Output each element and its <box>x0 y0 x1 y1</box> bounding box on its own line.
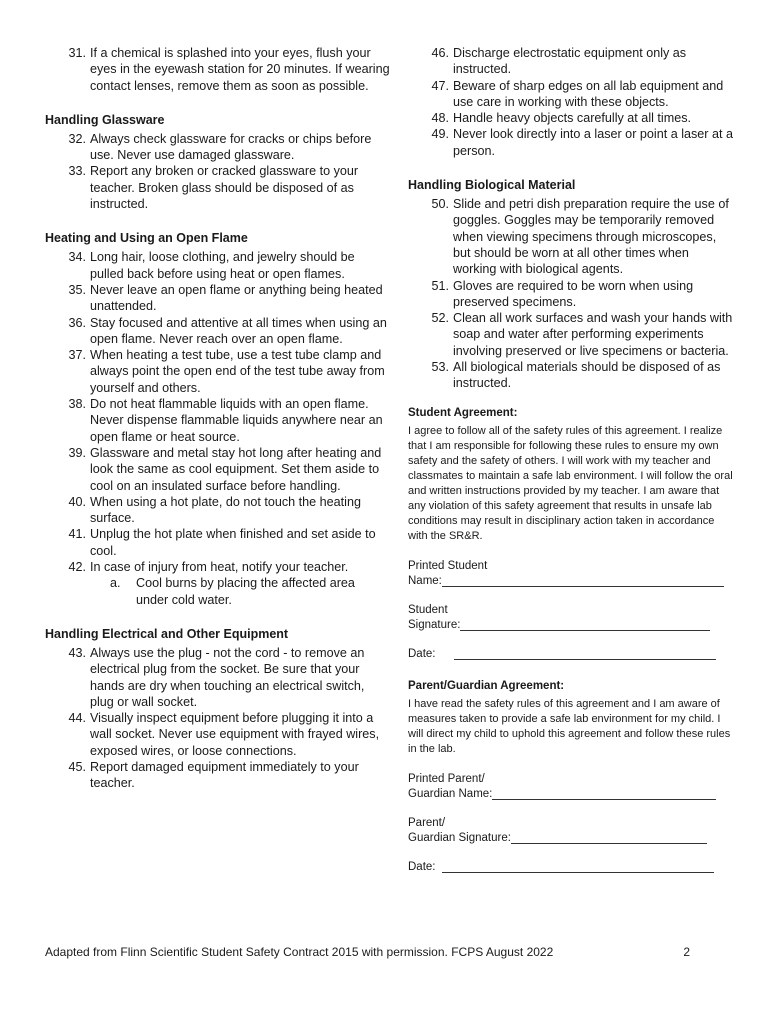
rule-number: 31. <box>68 46 86 60</box>
rule-text: Stay focused and attentive at all times when using an open flame. Never reach over an open flame. <box>90 315 387 346</box>
printed-student-name-line[interactable] <box>442 574 724 587</box>
rule-text: Never look directly into a laser or point a laser at a person. <box>453 127 733 158</box>
rule-number: 42. <box>68 560 86 575</box>
rule-item <box>45 710 390 759</box>
sub-rule-item <box>45 575 390 608</box>
rule-item <box>45 526 390 559</box>
rule-item <box>45 347 390 396</box>
field-label: Date: <box>408 860 436 873</box>
rule-text: Report damaged equipment immediately to your teacher. <box>90 759 359 791</box>
rules-list <box>408 196 733 392</box>
parent-agreement-heading: Parent/Guardian Agreement: <box>408 679 565 692</box>
rule-number: 39. <box>68 445 86 460</box>
rule-number: 44. <box>68 711 86 726</box>
rules-list <box>408 45 733 159</box>
rule-item <box>45 759 390 792</box>
rule-item <box>45 559 390 575</box>
rule-text: Handle heavy objects carefully at all times. <box>453 111 691 126</box>
field-label: Printed Student <box>408 559 488 572</box>
student-signature-field <box>408 603 733 633</box>
rule-item <box>45 45 390 94</box>
rule-number: 38. <box>68 397 86 412</box>
rule-text: Long hair, loose clothing, and jewelry should be pulled back before using heat or open flames. <box>90 250 355 281</box>
student-date-field <box>408 647 733 662</box>
student-agreement <box>408 406 733 662</box>
rule-number: 43. <box>68 645 86 660</box>
rules-list <box>45 645 390 792</box>
field-label: Parent/ <box>408 816 446 829</box>
section-heading-open-flame: Heating and Using an Open Flame <box>45 231 248 246</box>
rule-number: 36. <box>68 315 86 330</box>
rule-item <box>408 196 733 277</box>
field-label: Name: <box>408 574 442 587</box>
rule-text: Report any broken or cracked glassware to your teacher. Broken glass should be disposed of as instructed. <box>90 164 359 212</box>
printed-student-name-field <box>408 559 733 589</box>
rule-item <box>45 249 390 282</box>
section-heading-electrical: Handling Electrical and Other Equipment <box>45 626 289 641</box>
rules-list <box>45 249 390 608</box>
rule-item <box>408 45 733 78</box>
rule-text: Always use the plug - not the cord - to remove an electrical plug from the socket. Be sure that your hands are dry when touching an electrical switch, plug or wall socket. <box>90 645 365 709</box>
parent-signature-field <box>408 816 733 846</box>
rule-number: 46. <box>431 46 449 60</box>
rule-item <box>408 278 733 311</box>
student-date-line[interactable] <box>454 647 716 660</box>
rule-text: Never leave an open flame or anything being heated unattended. <box>90 282 383 314</box>
rule-item <box>408 310 733 359</box>
field-label: Printed Parent/ <box>408 772 485 785</box>
rule-number: 50. <box>431 197 449 212</box>
rule-item <box>408 126 733 159</box>
rule-number: 49. <box>431 127 449 142</box>
student-agreement-text: I agree to follow all of the safety rules of this agreement. I realize that I am responsible for following these rules to ensure my own safety and the safety of others. I will work with my teacher and classmates to maintain a safe lab environment. I will follow the oral and written instructions provided by my teacher. I am aware that any violation of this safety agreement that results in unsafe lab conditions may result in disciplinary action taken in accordance with the SR&R. <box>408 424 733 542</box>
rule-number: 53. <box>431 360 449 375</box>
rule-text: If a chemical is splashed into your eyes, flush your eyes in the eyewash station for 20 minutes. If wearing contact lenses, remove them as soon as possible. <box>90 46 390 93</box>
parent-signature-line[interactable] <box>511 831 707 844</box>
sub-rule-text: Cool burns by placing the affected area under cold water. <box>136 576 355 607</box>
section-heading-biological: Handling Biological Material <box>408 178 576 193</box>
section-heading-glassware: Handling Glassware <box>45 112 165 127</box>
rule-item <box>408 359 733 392</box>
sub-rule-letter: a. <box>110 576 121 591</box>
field-label: Date: <box>408 647 436 660</box>
rule-number: 32. <box>68 131 86 146</box>
parent-agreement-text: I have read the safety rules of this agreement and I am aware of measures taken to provide a safe lab environment for my child. I will direct my child to uphold this agreement and follow these rules in the lab. <box>408 697 731 755</box>
rule-item <box>45 445 390 494</box>
rule-item <box>45 645 390 710</box>
student-signature-line[interactable] <box>460 618 710 631</box>
rule-number: 48. <box>431 111 449 126</box>
student-agreement-heading: Student Agreement: <box>408 406 518 419</box>
rule-text: Discharge electrostatic equipment only as instructed. <box>453 46 687 77</box>
rule-item <box>45 396 390 445</box>
rule-number: 51. <box>431 278 449 293</box>
printed-parent-name-field <box>408 772 733 802</box>
rules-list <box>45 131 390 212</box>
rule-number: 47. <box>431 78 449 93</box>
rule-text: All biological materials should be disposed of as instructed. <box>453 360 721 391</box>
parent-date-line[interactable] <box>442 860 714 873</box>
rule-item <box>408 78 733 111</box>
rule-text: When heating a test tube, use a test tube clamp and always point the open end of the test tube away from yourself and others. <box>90 348 385 395</box>
page-number: 2 <box>683 945 690 959</box>
rule-number: 37. <box>68 348 86 363</box>
rules-list <box>45 45 390 94</box>
rule-text: Gloves are required to be worn when using preserved specimens. <box>453 278 694 309</box>
printed-parent-name-line[interactable] <box>492 787 716 800</box>
rule-text: Do not heat flammable liquids with an open flame. Never dispense flammable liquids anywhere near an open flame or heat source. <box>90 397 383 444</box>
rule-text: In case of injury from heat, notify your teacher. <box>90 560 349 575</box>
rule-item <box>45 163 390 212</box>
rule-item <box>408 110 733 126</box>
rule-text: Unplug the hot plate when finished and set aside to cool. <box>90 527 376 558</box>
rule-number: 40. <box>68 494 86 509</box>
rule-item <box>45 282 390 315</box>
rule-item <box>45 315 390 348</box>
rule-text: Beware of sharp edges on all lab equipment and use care in working with these objects. <box>453 78 724 109</box>
rule-number: 41. <box>68 527 86 542</box>
parent-agreement <box>408 679 733 875</box>
rule-item <box>45 131 390 164</box>
field-label: Signature: <box>408 618 461 631</box>
rule-number: 45. <box>68 759 86 774</box>
field-label: Guardian Name: <box>408 787 493 800</box>
rule-item <box>45 494 390 527</box>
rule-text: Visually inspect equipment before plugging it into a wall socket. Never use equipment with frayed wires, exposed wires, or loose connections. <box>90 711 380 758</box>
footer-citation: Adapted from Flinn Scientific Student Safety Contract 2015 with permission. FCPS August 2022 <box>45 945 554 959</box>
parent-date-field <box>408 860 733 875</box>
rule-text: When using a hot plate, do not touch the heating surface. <box>90 494 361 526</box>
field-label: Guardian Signature: <box>408 831 511 844</box>
left-column <box>45 45 390 792</box>
rule-text: Always check glassware for cracks or chips before use. Never use damaged glassware. <box>90 131 372 163</box>
rule-number: 52. <box>431 311 449 326</box>
rule-text: Clean all work surfaces and wash your hands with soap and water after performing experiments involving preserved or live specimens or bacteria. <box>453 311 733 358</box>
rule-number: 35. <box>68 282 86 297</box>
rule-number: 34. <box>68 250 86 265</box>
field-label: Student <box>408 603 448 616</box>
rule-text: Slide and petri dish preparation require the use of goggles. Goggles may be temporarily removed when viewing specimens through microscopes, but should be worn at all other times when working with biological agents. <box>453 197 729 277</box>
right-column <box>408 45 733 875</box>
rule-number: 33. <box>68 164 86 179</box>
rule-text: Glassware and metal stay hot long after heating and look the same as cool equipment. Set them aside to cool on an insulated surface before handling. <box>90 445 382 493</box>
